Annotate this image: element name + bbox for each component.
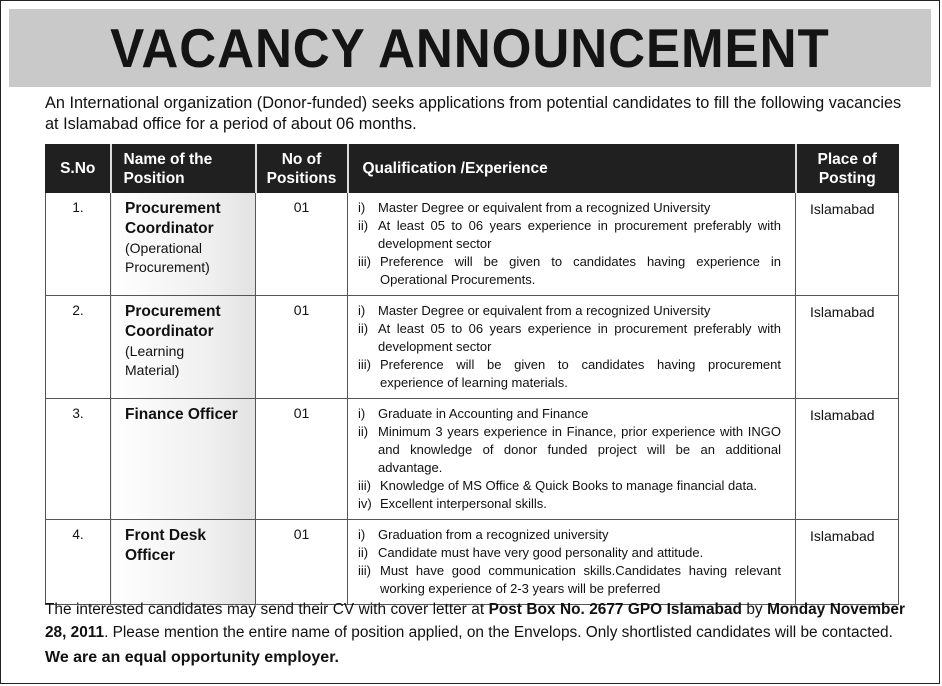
row-place: Islamabad: [796, 520, 899, 605]
row-count: 01: [256, 520, 348, 605]
row-position: Front Desk Officer: [111, 520, 256, 605]
qualification-item: ii) Candidate must have very good personality and attitude.: [358, 545, 704, 560]
row-sno: 3.: [46, 399, 111, 520]
row-place: Islamabad: [796, 399, 899, 520]
row-qualifications: [348, 399, 796, 520]
row-sno: 4.: [46, 520, 111, 605]
row-sno: 1.: [46, 193, 111, 296]
equal-opportunity-statement: We are an equal opportunity employer.: [45, 649, 339, 666]
table-row: [46, 399, 899, 520]
table-row: [46, 296, 899, 399]
qualification-item: iii) Must have good communication skills.Candidates having relevant working experience of 2-3 years will be preferred: [358, 563, 781, 596]
deadline: Monday November 28, 2011: [45, 601, 905, 641]
row-place: Islamabad: [796, 193, 899, 296]
row-position: Finance Officer: [111, 399, 256, 520]
row-qualifications: [348, 193, 796, 296]
header-sno: S.No: [46, 145, 111, 193]
row-count: 01: [256, 193, 348, 296]
header-count: No of Positions: [256, 145, 348, 193]
qualification-item: i) Master Degree or equivalent from a recognized University: [358, 303, 711, 318]
title-banner: [9, 9, 931, 87]
table-row: [46, 193, 899, 296]
qualification-item: iii) Preference will be given to candidates having experience in Operational Procurements.: [358, 254, 781, 287]
application-instructions: The interested candidates may send their CV with cover letter at Post Box No. 2677 GPO Islamabad by Monday November 28, 2011. Please mention the entire name of position applied, on the Envelops. Only shortlisted candidates will be contacted.: [45, 601, 905, 641]
qualification-item: iii) Knowledge of MS Office & Quick Books to manage financial data.: [358, 478, 757, 493]
row-count: 01: [256, 296, 348, 399]
row-position: Procurement Coordinator (Learning Material): [111, 296, 256, 399]
header-qualification: Qualification /Experience: [348, 145, 796, 193]
qualification-item: i) Graduate in Accounting and Finance: [358, 406, 589, 421]
row-count: 01: [256, 399, 348, 520]
qualification-item: iv) Excellent interpersonal skills.: [358, 496, 547, 511]
intro-paragraph: An International organization (Donor-funded) seeks applications from potential candidates to fill the following vacancies at Islamabad office for a period of about 06 months.: [45, 94, 902, 133]
qualification-item: ii) Minimum 3 years experience in Finance, prior experience with INGO and knowledge of donor funded project will be an additional advantage.: [358, 424, 781, 475]
vacancy-table: [45, 144, 899, 605]
qualification-item: ii) At least 05 to 06 years experience in procurement preferably with development sector: [358, 321, 781, 354]
row-sno: 2.: [46, 296, 111, 399]
qualification-item: ii) At least 05 to 06 years experience in procurement preferably with development sector: [358, 218, 781, 251]
row-place: Islamabad: [796, 296, 899, 399]
qualification-item: iii) Preference will be given to candidates having procurement experience of learning materials.: [358, 357, 781, 390]
row-qualifications: [348, 296, 796, 399]
row-qualifications: [348, 520, 796, 605]
post-box-address: Post Box No. 2677 GPO Islamabad: [488, 601, 742, 618]
qualification-item: i) Master Degree or equivalent from a recognized University: [358, 200, 711, 215]
page-title: VACANCY ANNOUNCEMENT: [110, 17, 830, 79]
row-position: Procurement Coordinator (Operational Procurement): [111, 193, 256, 296]
table-header-row: [46, 145, 899, 193]
header-position: Name of the Position: [111, 145, 256, 193]
table-row: [46, 520, 899, 605]
header-place: Place of Posting: [796, 145, 899, 193]
qualification-item: i) Graduation from a recognized university: [358, 527, 609, 542]
